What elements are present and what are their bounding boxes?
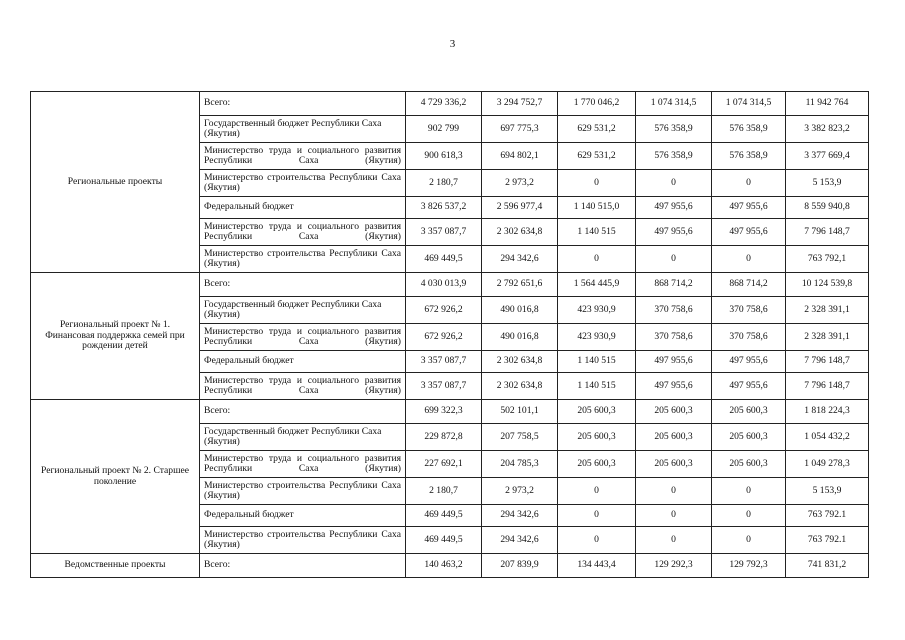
value-cell: 0 bbox=[558, 170, 636, 197]
value-cell: 204 785,3 bbox=[482, 451, 558, 478]
value-cell: 5 153,9 bbox=[786, 170, 869, 197]
value-cell: 1 074 314,5 bbox=[636, 92, 712, 116]
value-cell: 900 618,3 bbox=[406, 143, 482, 170]
value-cell: 0 bbox=[558, 505, 636, 527]
section-title: Региональный проект № 2. Старшее поколение bbox=[31, 400, 200, 554]
row-label: Министерство труда и социального развития Республики Саха (Якутия) bbox=[200, 451, 406, 478]
value-cell: 129 792,3 bbox=[712, 554, 786, 578]
budget-table-body bbox=[31, 92, 869, 578]
value-cell: 3 382 823,2 bbox=[786, 116, 869, 143]
value-cell: 497 955,6 bbox=[712, 219, 786, 246]
value-cell: 0 bbox=[636, 527, 712, 554]
value-cell: 699 322,3 bbox=[406, 400, 482, 424]
table-row bbox=[31, 92, 869, 116]
row-label: Министерство труда и социального развития Республики Саха (Якутия) bbox=[200, 219, 406, 246]
value-cell: 1 140 515 bbox=[558, 219, 636, 246]
value-cell: 868 714,2 bbox=[712, 273, 786, 297]
value-cell: 1 049 278,3 bbox=[786, 451, 869, 478]
row-label: Министерство труда и социального развития Республики Саха (Якутия) bbox=[200, 373, 406, 400]
value-cell: 423 930,9 bbox=[558, 297, 636, 324]
value-cell: 1 074 314,5 bbox=[712, 92, 786, 116]
value-cell: 576 358,9 bbox=[636, 116, 712, 143]
section-title: Региональные проекты bbox=[31, 92, 200, 273]
value-cell: 1 564 445,9 bbox=[558, 273, 636, 297]
row-label: Всего: bbox=[200, 400, 406, 424]
value-cell: 3 357 087,7 bbox=[406, 219, 482, 246]
value-cell: 3 357 087,7 bbox=[406, 351, 482, 373]
value-cell: 868 714,2 bbox=[636, 273, 712, 297]
value-cell: 576 358,9 bbox=[636, 143, 712, 170]
value-cell: 1 140 515,0 bbox=[558, 197, 636, 219]
value-cell: 134 443,4 bbox=[558, 554, 636, 578]
value-cell: 205 600,3 bbox=[712, 400, 786, 424]
value-cell: 2 596 977,4 bbox=[482, 197, 558, 219]
row-label: Государственный бюджет Республики Саха (Якутия) bbox=[200, 116, 406, 143]
value-cell: 0 bbox=[712, 478, 786, 505]
value-cell: 697 775,3 bbox=[482, 116, 558, 143]
row-label: Министерство строительства Республики Саха (Якутия) bbox=[200, 170, 406, 197]
value-cell: 694 802,1 bbox=[482, 143, 558, 170]
value-cell: 0 bbox=[636, 246, 712, 273]
value-cell: 629 531,2 bbox=[558, 116, 636, 143]
value-cell: 2 180,7 bbox=[406, 478, 482, 505]
value-cell: 5 153,9 bbox=[786, 478, 869, 505]
value-cell: 205 600,3 bbox=[712, 424, 786, 451]
value-cell: 2 973,2 bbox=[482, 478, 558, 505]
value-cell: 229 872,8 bbox=[406, 424, 482, 451]
value-cell: 3 357 087,7 bbox=[406, 373, 482, 400]
value-cell: 672 926,2 bbox=[406, 324, 482, 351]
value-cell: 1 770 046,2 bbox=[558, 92, 636, 116]
value-cell: 497 955,6 bbox=[712, 373, 786, 400]
value-cell: 497 955,6 bbox=[712, 351, 786, 373]
value-cell: 129 292,3 bbox=[636, 554, 712, 578]
value-cell: 497 955,6 bbox=[636, 219, 712, 246]
value-cell: 370 758,6 bbox=[636, 324, 712, 351]
value-cell: 0 bbox=[712, 505, 786, 527]
value-cell: 8 559 940,8 bbox=[786, 197, 869, 219]
table-row bbox=[31, 554, 869, 578]
value-cell: 227 692,1 bbox=[406, 451, 482, 478]
value-cell: 0 bbox=[636, 478, 712, 505]
section-title: Региональный проект № 1. Финансовая поддержка семей при рождении детей bbox=[31, 273, 200, 400]
value-cell: 763 792.1 bbox=[786, 527, 869, 554]
value-cell: 11 942 764 bbox=[786, 92, 869, 116]
value-cell: 207 758,5 bbox=[482, 424, 558, 451]
row-label: Федеральный бюджет bbox=[200, 351, 406, 373]
value-cell: 2 792 651,6 bbox=[482, 273, 558, 297]
value-cell: 7 796 148,7 bbox=[786, 219, 869, 246]
value-cell: 3 377 669,4 bbox=[786, 143, 869, 170]
value-cell: 741 831,2 bbox=[786, 554, 869, 578]
value-cell: 497 955,6 bbox=[636, 197, 712, 219]
value-cell: 497 955,6 bbox=[712, 197, 786, 219]
value-cell: 294 342,6 bbox=[482, 246, 558, 273]
value-cell: 497 955,6 bbox=[636, 351, 712, 373]
value-cell: 576 358,9 bbox=[712, 143, 786, 170]
value-cell: 294 342,6 bbox=[482, 527, 558, 554]
value-cell: 469 449,5 bbox=[406, 246, 482, 273]
value-cell: 3 826 537,2 bbox=[406, 197, 482, 219]
value-cell: 0 bbox=[558, 246, 636, 273]
row-label: Всего: bbox=[200, 92, 406, 116]
budget-table bbox=[30, 91, 869, 578]
row-label: Федеральный бюджет bbox=[200, 505, 406, 527]
value-cell: 1 054 432,2 bbox=[786, 424, 869, 451]
value-cell: 2 328 391,1 bbox=[786, 297, 869, 324]
value-cell: 490 016,8 bbox=[482, 324, 558, 351]
value-cell: 1 140 515 bbox=[558, 373, 636, 400]
value-cell: 3 294 752,7 bbox=[482, 92, 558, 116]
value-cell: 502 101,1 bbox=[482, 400, 558, 424]
value-cell: 576 358,9 bbox=[712, 116, 786, 143]
table-row bbox=[31, 273, 869, 297]
value-cell: 902 799 bbox=[406, 116, 482, 143]
table-row bbox=[31, 400, 869, 424]
row-label: Министерство строительства Республики Саха (Якутия) bbox=[200, 478, 406, 505]
value-cell: 0 bbox=[558, 527, 636, 554]
value-cell: 205 600,3 bbox=[558, 424, 636, 451]
value-cell: 0 bbox=[712, 170, 786, 197]
value-cell: 629 531,2 bbox=[558, 143, 636, 170]
value-cell: 2 180,7 bbox=[406, 170, 482, 197]
value-cell: 370 758,6 bbox=[712, 297, 786, 324]
value-cell: 2 973,2 bbox=[482, 170, 558, 197]
value-cell: 10 124 539,8 bbox=[786, 273, 869, 297]
value-cell: 763 792,1 bbox=[786, 246, 869, 273]
row-label: Федеральный бюджет bbox=[200, 197, 406, 219]
value-cell: 205 600,3 bbox=[636, 424, 712, 451]
value-cell: 0 bbox=[712, 527, 786, 554]
value-cell: 2 302 634,8 bbox=[482, 219, 558, 246]
value-cell: 2 302 634,8 bbox=[482, 373, 558, 400]
value-cell: 205 600,3 bbox=[712, 451, 786, 478]
section-title: Ведомственные проекты bbox=[31, 554, 200, 578]
row-label: Государственный бюджет Республики Саха (Якутия) bbox=[200, 297, 406, 324]
value-cell: 140 463,2 bbox=[406, 554, 482, 578]
value-cell: 207 839,9 bbox=[482, 554, 558, 578]
value-cell: 370 758,6 bbox=[636, 297, 712, 324]
value-cell: 205 600,3 bbox=[558, 451, 636, 478]
value-cell: 490 016,8 bbox=[482, 297, 558, 324]
value-cell: 370 758,6 bbox=[712, 324, 786, 351]
value-cell: 469 449,5 bbox=[406, 505, 482, 527]
value-cell: 7 796 148,7 bbox=[786, 373, 869, 400]
value-cell: 423 930,9 bbox=[558, 324, 636, 351]
value-cell: 2 328 391,1 bbox=[786, 324, 869, 351]
value-cell: 0 bbox=[636, 505, 712, 527]
row-label: Всего: bbox=[200, 554, 406, 578]
row-label: Всего: bbox=[200, 273, 406, 297]
value-cell: 7 796 148,7 bbox=[786, 351, 869, 373]
row-label: Министерство труда и социального развития Республики Саха (Якутия) bbox=[200, 324, 406, 351]
value-cell: 205 600,3 bbox=[636, 451, 712, 478]
value-cell: 497 955,6 bbox=[636, 373, 712, 400]
value-cell: 2 302 634,8 bbox=[482, 351, 558, 373]
value-cell: 4 030 013,9 bbox=[406, 273, 482, 297]
value-cell: 0 bbox=[636, 170, 712, 197]
value-cell: 294 342,6 bbox=[482, 505, 558, 527]
value-cell: 205 600,3 bbox=[558, 400, 636, 424]
value-cell: 205 600,3 bbox=[636, 400, 712, 424]
value-cell: 1 140 515 bbox=[558, 351, 636, 373]
value-cell: 4 729 336,2 bbox=[406, 92, 482, 116]
value-cell: 763 792.1 bbox=[786, 505, 869, 527]
value-cell: 469 449,5 bbox=[406, 527, 482, 554]
value-cell: 0 bbox=[712, 246, 786, 273]
row-label: Министерство строительства Республики Саха (Якутия) bbox=[200, 246, 406, 273]
value-cell: 1 818 224,3 bbox=[786, 400, 869, 424]
value-cell: 672 926,2 bbox=[406, 297, 482, 324]
row-label: Государственный бюджет Республики Саха (Якутия) bbox=[200, 424, 406, 451]
row-label: Министерство строительства Республики Саха (Якутия) bbox=[200, 527, 406, 554]
value-cell: 0 bbox=[558, 478, 636, 505]
row-label: Министерство труда и социального развития Республики Саха (Якутия) bbox=[200, 143, 406, 170]
page-number: 3 bbox=[449, 38, 456, 50]
